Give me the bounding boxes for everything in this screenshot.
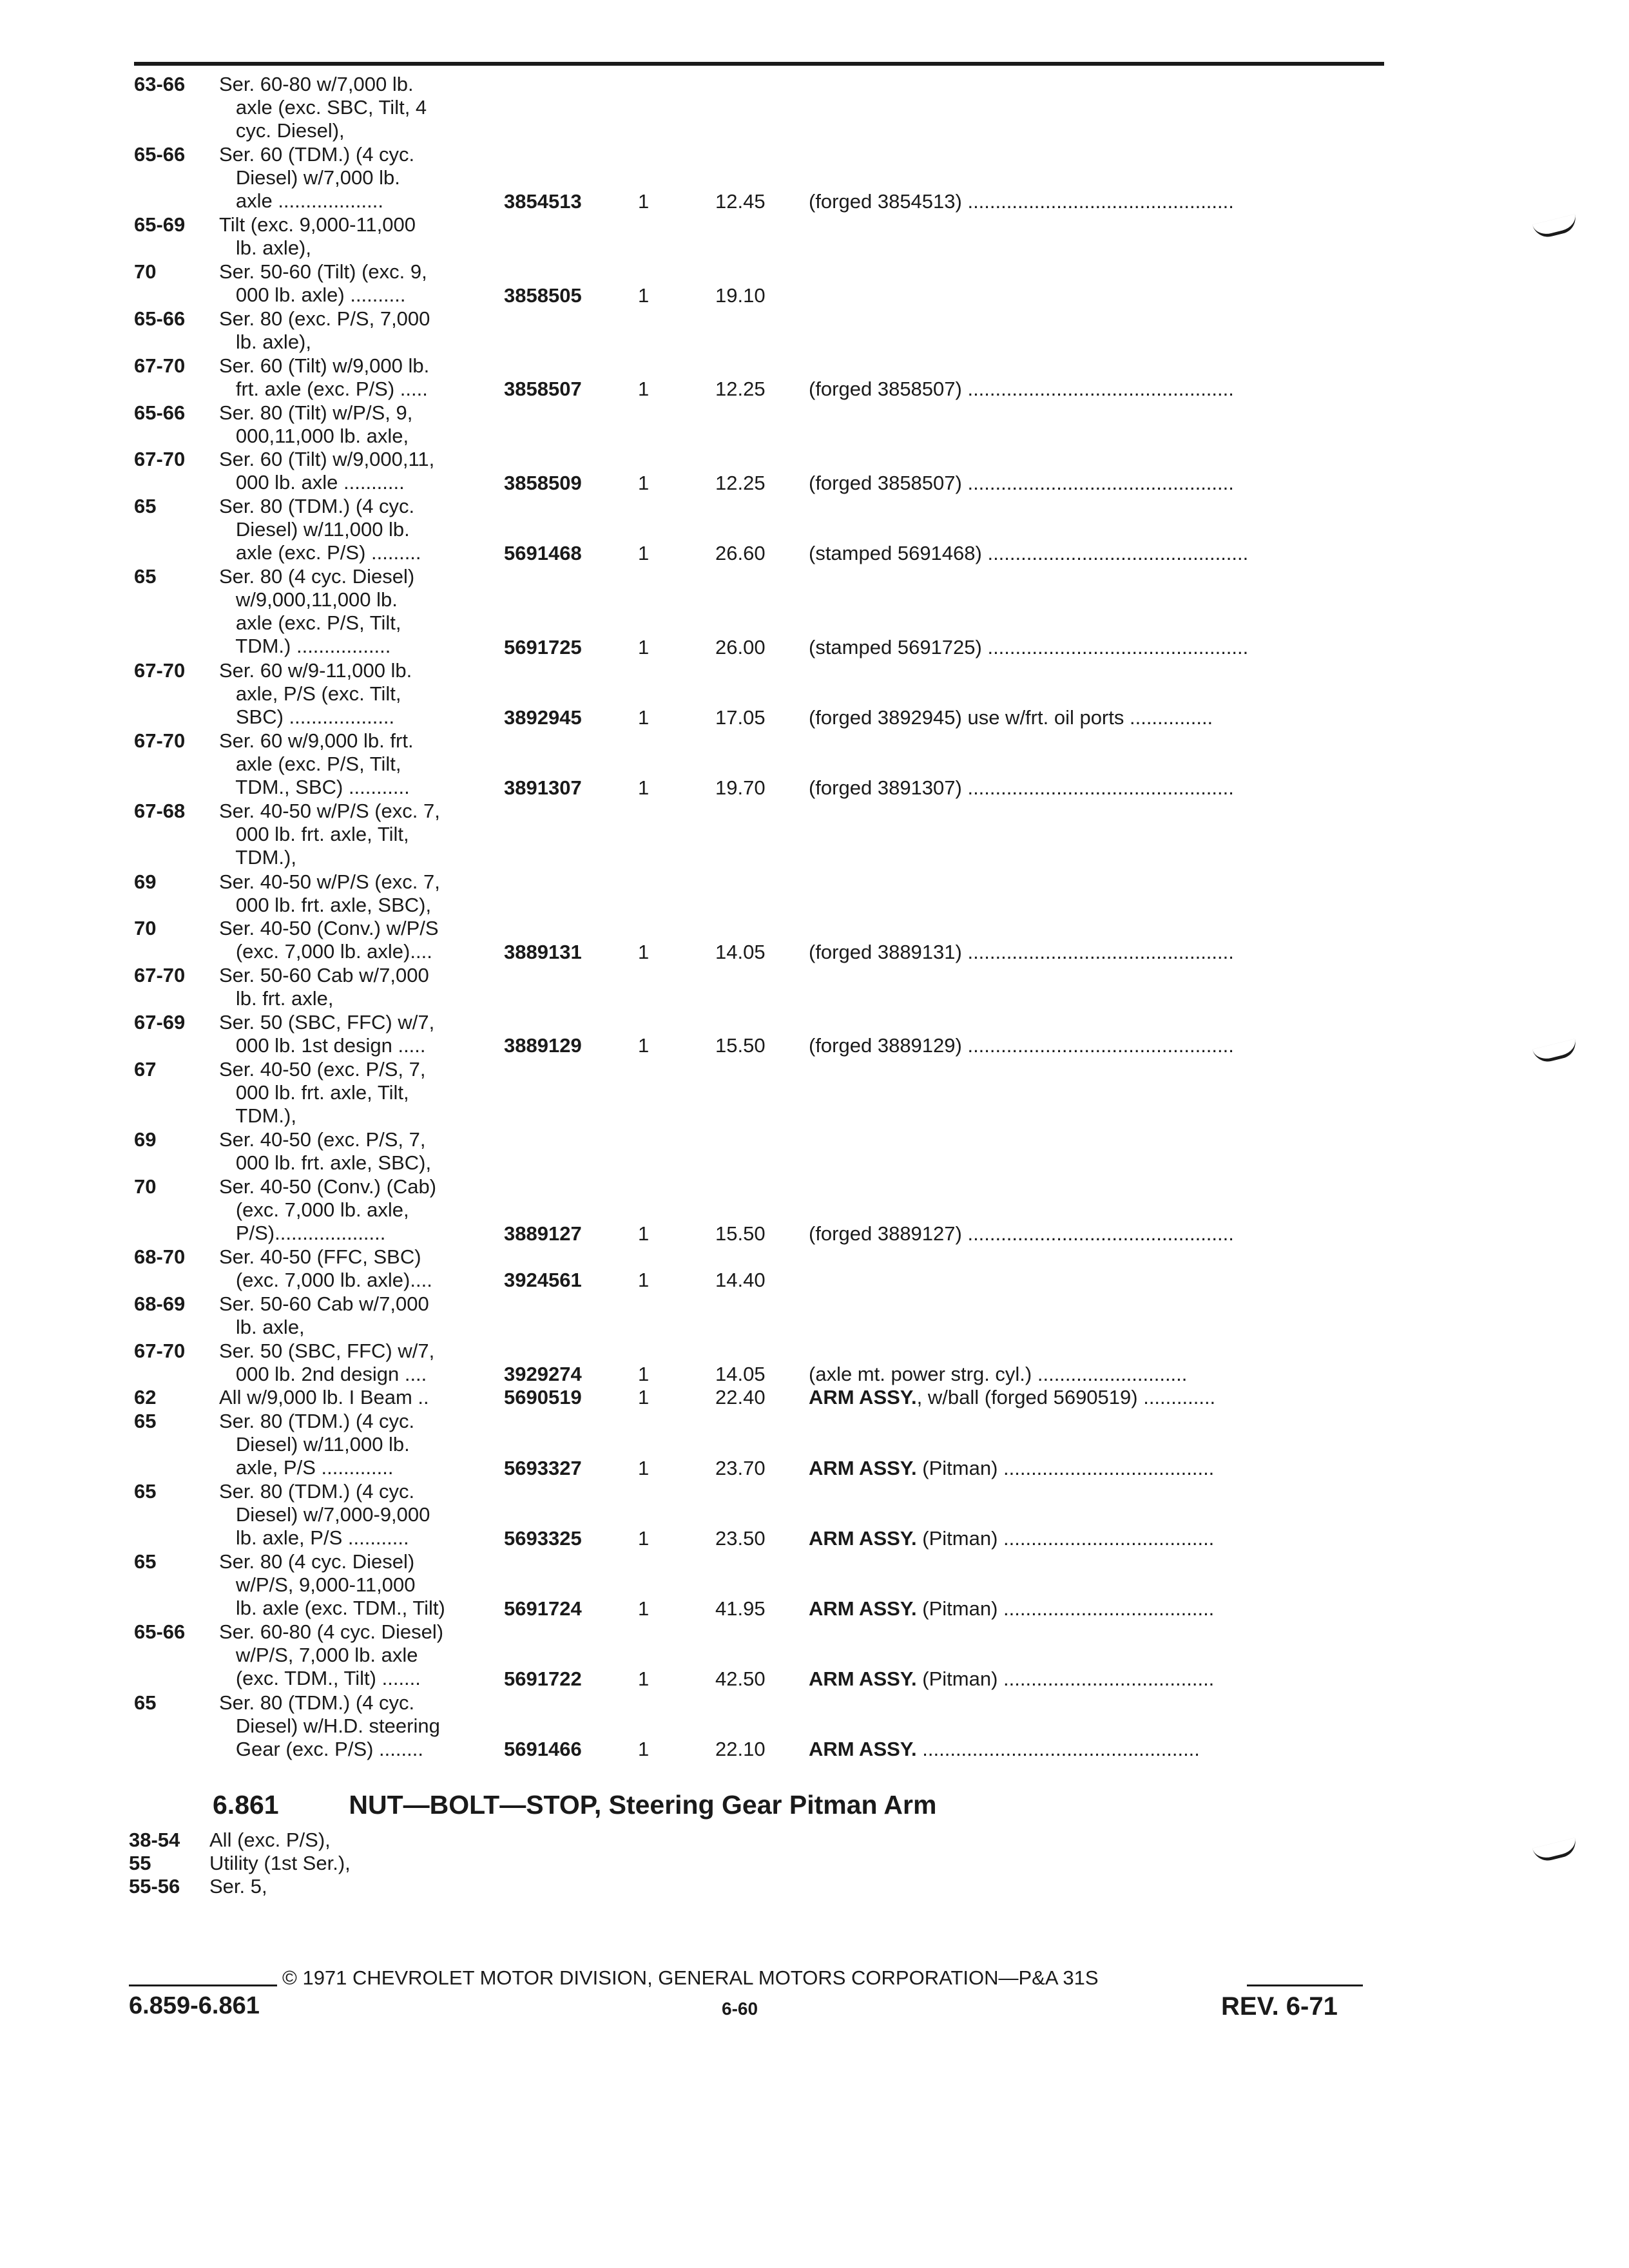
remarks xyxy=(809,542,1379,565)
part-number: 3889127 xyxy=(504,1222,582,1245)
application-line: Ser. 60 w/9,000 lb. frt. xyxy=(219,729,414,753)
part-number: 3929274 xyxy=(504,1362,582,1385)
part-number: 5690519 xyxy=(504,1386,582,1409)
application-line: Ser. 50 (SBC, FFC) w/7, xyxy=(219,1339,435,1362)
application-description: Utility (1st Ser.), xyxy=(209,1852,351,1874)
application-description xyxy=(219,1620,443,1690)
price: 12.25 xyxy=(715,378,766,401)
price: 14.05 xyxy=(715,1362,766,1385)
application-line: 000 lb. axle) .......... xyxy=(219,284,406,307)
price: 22.10 xyxy=(715,1738,766,1761)
application-line: Gear (exc. P/S) ........ xyxy=(219,1737,423,1760)
application-line: cyc. Diesel), xyxy=(219,119,345,142)
remarks xyxy=(809,776,1379,800)
application-line: Ser. 80 (TDM.) (4 cyc. xyxy=(219,495,415,518)
model-years: 65 xyxy=(134,1691,157,1714)
application-line: 000 lb. 2nd design .... xyxy=(219,1362,427,1385)
model-years: 67-70 xyxy=(134,729,186,753)
application-line: Ser. 50-60 Cab w/7,000 xyxy=(219,1292,429,1315)
quantity: 1 xyxy=(638,1269,650,1292)
application-line: lb. axle (exc. TDM., Tilt) xyxy=(219,1597,445,1620)
application-line: Ser. 40-50 (Conv.) (Cab) xyxy=(219,1175,437,1198)
application-description xyxy=(219,307,430,354)
model-years: 65-66 xyxy=(134,143,186,166)
quantity: 1 xyxy=(638,1222,650,1245)
application-line: Ser. 80 (4 cyc. Diesel) xyxy=(219,1550,415,1573)
model-years: 65 xyxy=(134,1409,157,1432)
part-number: 5691722 xyxy=(504,1667,582,1691)
binder-hole-mark xyxy=(1532,1039,1579,1065)
model-years: 65 xyxy=(134,495,157,518)
application-line: w/9,000,11,000 lb. xyxy=(219,588,398,611)
application-description xyxy=(219,1691,440,1761)
application-line: Ser. 40-50 (exc. P/S, 7, xyxy=(219,1057,426,1081)
application-line: Ser. 60-80 w/7,000 lb. xyxy=(219,73,414,95)
model-years: 65-69 xyxy=(134,213,186,236)
quantity: 1 xyxy=(638,471,650,494)
application-line: Ser. 80 (exc. P/S, 7,000 xyxy=(219,307,430,330)
application-line: All w/9,000 lb. I Beam .. xyxy=(219,1386,429,1409)
price: 19.70 xyxy=(715,776,766,799)
application-line: (exc. TDM., Tilt) ....... xyxy=(219,1667,421,1690)
application-line: Diesel) w/H.D. steering xyxy=(219,1714,440,1737)
application-line: Ser. 60 (TDM.) (4 cyc. xyxy=(219,143,415,166)
remark-text: (forged 3858507) ................................................ xyxy=(809,378,1234,401)
application-line: lb. axle, P/S ........... xyxy=(219,1526,409,1549)
application-description xyxy=(219,870,440,917)
application-line: Ser. 60 (Tilt) w/9,000 lb. xyxy=(219,354,430,377)
footer-rule-right xyxy=(1247,1984,1363,1986)
remark-part-name: ARM ASSY. xyxy=(809,1597,917,1620)
quantity: 1 xyxy=(638,706,650,729)
application-line: Ser. 60 (Tilt) w/9,000,11, xyxy=(219,448,435,471)
part-number: 3858505 xyxy=(504,284,582,307)
application-description xyxy=(219,659,412,729)
application-description xyxy=(219,1011,434,1057)
model-years: 67 xyxy=(134,1057,157,1081)
part-number: 3858507 xyxy=(504,378,582,401)
application-line: Ser. 40-50 (exc. P/S, 7, xyxy=(219,1128,426,1151)
model-years: 67-70 xyxy=(134,448,186,471)
application-line: SBC) ................... xyxy=(219,706,395,728)
quantity: 1 xyxy=(638,1667,650,1691)
application-description xyxy=(219,1175,436,1245)
application-line: TDM.) ................. xyxy=(219,635,391,658)
application-line: P/S).................... xyxy=(219,1221,386,1244)
remarks xyxy=(809,1034,1379,1057)
remark-text: (Pitman) ...................................... xyxy=(916,1667,1215,1691)
model-years: 67-70 xyxy=(134,354,186,377)
model-years: 69 xyxy=(134,1128,157,1151)
model-years: 63-66 xyxy=(134,73,186,95)
application-line: Diesel) w/11,000 lb. xyxy=(219,1432,410,1456)
application-line: frt. axle (exc. P/S) ..... xyxy=(219,377,428,400)
model-years: 70 xyxy=(134,1175,157,1198)
model-years: 55-56 xyxy=(129,1875,180,1898)
quantity: 1 xyxy=(638,1456,650,1479)
price: 17.05 xyxy=(715,706,766,729)
binder-hole-mark xyxy=(1532,1838,1579,1864)
application-line: axle, P/S (exc. Tilt, xyxy=(219,682,401,705)
application-line: Ser. 50-60 (Tilt) (exc. 9, xyxy=(219,260,427,284)
application-description xyxy=(219,448,434,494)
application-line: 000 lb. frt. axle, Tilt, xyxy=(219,1081,409,1104)
application-line: 000 lb. frt. axle, SBC), xyxy=(219,1151,432,1174)
section-title: NUT—BOLT—STOP, Steering Gear Pitman Arm xyxy=(349,1790,937,1820)
application-line: Tilt (exc. 9,000-11,000 xyxy=(219,213,416,236)
application-line: lb. axle, xyxy=(219,1315,305,1338)
model-years: 62 xyxy=(134,1386,157,1409)
application-description xyxy=(219,565,414,658)
quantity: 1 xyxy=(638,378,650,401)
application-line: TDM., SBC) ........... xyxy=(219,776,410,799)
model-years: 65 xyxy=(134,1550,157,1573)
application-line: Ser. 80 (TDM.) (4 cyc. xyxy=(219,1480,415,1503)
application-line: axle (exc. P/S) ......... xyxy=(219,541,421,564)
model-years: 68-70 xyxy=(134,1245,186,1268)
binder-hole-mark xyxy=(1532,214,1579,240)
application-description xyxy=(219,143,414,213)
model-years: 69 xyxy=(134,870,157,893)
model-years: 55 xyxy=(129,1852,151,1874)
application-line: (exc. 7,000 lb. axle, xyxy=(219,1198,409,1221)
part-number: 5691468 xyxy=(504,541,582,564)
application-description xyxy=(219,213,416,260)
section-number: 6.861 xyxy=(213,1790,279,1820)
application-line: lb. axle), xyxy=(219,236,311,260)
price: 14.05 xyxy=(715,940,766,963)
application-line: 000 lb. axle ........... xyxy=(219,471,405,494)
remark-part-name: ARM ASSY. xyxy=(809,1738,917,1761)
remark-text: (Pitman) ...................................... xyxy=(916,1526,1215,1550)
application-line: lb. axle), xyxy=(219,331,311,353)
remarks xyxy=(809,1457,1379,1480)
quantity: 1 xyxy=(638,1526,650,1550)
remarks xyxy=(809,378,1379,401)
quantity: 1 xyxy=(638,1034,650,1057)
application-description xyxy=(219,495,421,564)
quantity: 1 xyxy=(638,189,650,213)
price: 26.00 xyxy=(715,635,766,658)
remark-part-name: ARM ASSY. xyxy=(809,1667,917,1691)
remark-text: (stamped 5691468) ............................................... xyxy=(809,541,1249,564)
price: 42.50 xyxy=(715,1667,766,1691)
application-line: axle (exc. P/S, Tilt, xyxy=(219,611,401,635)
application-description xyxy=(219,729,414,799)
quantity: 1 xyxy=(638,541,650,564)
application-description xyxy=(219,1245,432,1292)
application-description xyxy=(219,354,429,401)
part-number: 5693327 xyxy=(504,1456,582,1479)
part-number: 3924561 xyxy=(504,1269,582,1292)
price: 22.40 xyxy=(715,1386,766,1409)
footer-rule-left xyxy=(129,1984,277,1986)
remark-text: , w/ball (forged 5690519) ............. xyxy=(916,1386,1216,1409)
application-line: Diesel) w/7,000-9,000 xyxy=(219,1503,430,1526)
application-line: Ser. 80 (Tilt) w/P/S, 9, xyxy=(219,401,413,424)
part-number: 3891307 xyxy=(504,776,582,799)
application-line: lb. frt. axle, xyxy=(219,987,334,1010)
model-years: 65-66 xyxy=(134,307,186,330)
remark-part-name: ARM ASSY. xyxy=(809,1456,917,1479)
remark-part-name: ARM ASSY. xyxy=(809,1526,917,1550)
model-years: 68-69 xyxy=(134,1292,186,1315)
model-years: 67-70 xyxy=(134,964,186,987)
application-line: w/P/S, 9,000-11,000 xyxy=(219,1573,416,1597)
model-years: 65 xyxy=(134,565,157,588)
application-description xyxy=(219,401,412,448)
part-number: 5691724 xyxy=(504,1597,582,1620)
remark-text: (forged 3889127) ................................................ xyxy=(809,1222,1234,1245)
application-line: Ser. 50 (SBC, FFC) w/7, xyxy=(219,1011,435,1033)
quantity: 1 xyxy=(638,284,650,307)
quantity: 1 xyxy=(638,635,650,658)
price: 12.45 xyxy=(715,189,766,213)
section-heading xyxy=(213,1790,936,1820)
remark-text: (forged 3854513) ................................................ xyxy=(809,189,1234,213)
application-line: Ser. 80 (TDM.) (4 cyc. xyxy=(219,1691,415,1714)
application-description xyxy=(219,964,429,1010)
remark-text: .................................................. xyxy=(916,1738,1200,1761)
application-description xyxy=(219,1550,445,1620)
part-number: 3892945 xyxy=(504,706,582,729)
application-line: Ser. 50-60 Cab w/7,000 xyxy=(219,964,429,987)
footer-page-number: 6-60 xyxy=(722,1999,758,2019)
part-number: 3854513 xyxy=(504,189,582,213)
part-number: 3858509 xyxy=(504,471,582,494)
remarks xyxy=(809,1527,1379,1550)
application-description xyxy=(219,1480,430,1550)
application-line: Ser. 60 w/9-11,000 lb. xyxy=(219,659,412,682)
part-number: 5693325 xyxy=(504,1526,582,1550)
application-line: axle (exc. SBC, Tilt, 4 xyxy=(219,96,427,119)
price: 23.70 xyxy=(715,1456,766,1479)
remarks xyxy=(809,636,1379,659)
quantity: 1 xyxy=(638,1738,650,1761)
price: 15.50 xyxy=(715,1222,766,1245)
remarks xyxy=(809,941,1379,964)
remarks xyxy=(809,1667,1379,1691)
application-description xyxy=(219,1340,434,1386)
remarks xyxy=(809,706,1379,729)
remark-text: (forged 3891307) ................................................ xyxy=(809,776,1234,799)
price: 15.50 xyxy=(715,1034,766,1057)
application-description: All (exc. P/S), xyxy=(209,1829,331,1851)
application-line: 000 lb. frt. axle, Tilt, xyxy=(219,823,409,846)
model-years: 70 xyxy=(134,917,157,940)
application-line: Diesel) w/7,000 lb. xyxy=(219,166,400,189)
price: 41.95 xyxy=(715,1597,766,1620)
remark-text: (Pitman) ...................................... xyxy=(916,1597,1215,1620)
part-number: 3889129 xyxy=(504,1034,582,1057)
remark-text: (forged 3889129) ................................................ xyxy=(809,1034,1234,1057)
application-line: axle ................... xyxy=(219,189,383,213)
price: 14.40 xyxy=(715,1269,766,1292)
model-years: 67-68 xyxy=(134,800,186,823)
model-years: 65 xyxy=(134,1480,157,1503)
quantity: 1 xyxy=(638,776,650,799)
remarks xyxy=(809,1363,1379,1386)
remark-text: (axle mt. power strg. cyl.) ........................... xyxy=(809,1362,1188,1385)
application-line: Ser. 60-80 (4 cyc. Diesel) xyxy=(219,1620,444,1644)
application-line: Ser. 80 (TDM.) (4 cyc. xyxy=(219,1409,415,1432)
application-line: TDM.), xyxy=(219,846,296,869)
application-line: Ser. 40-50 w/P/S (exc. 7, xyxy=(219,800,440,823)
application-line: Ser. 40-50 (Conv.) w/P/S xyxy=(219,917,439,940)
model-years: 67-70 xyxy=(134,1339,186,1362)
application-line: 000 lb. 1st design ..... xyxy=(219,1034,426,1057)
model-years: 65-66 xyxy=(134,401,186,424)
application-description xyxy=(219,1410,414,1479)
price: 26.60 xyxy=(715,541,766,564)
remarks xyxy=(809,472,1379,495)
application-line: 000 lb. frt. axle, SBC), xyxy=(219,893,432,916)
remark-text: (Pitman) ...................................... xyxy=(916,1456,1215,1479)
application-line: Diesel) w/11,000 lb. xyxy=(219,518,410,541)
application-description xyxy=(219,1128,431,1175)
price: 19.10 xyxy=(715,284,766,307)
quantity: 1 xyxy=(638,1597,650,1620)
remarks xyxy=(809,190,1379,213)
model-years: 67-69 xyxy=(134,1011,186,1033)
application-line: (exc. 7,000 lb. axle).... xyxy=(219,940,432,963)
application-line: Ser. 40-50 (FFC, SBC) xyxy=(219,1245,421,1268)
application-line: Ser. 80 (4 cyc. Diesel) xyxy=(219,565,415,588)
application-line: (exc. 7,000 lb. axle).... xyxy=(219,1269,432,1291)
application-description xyxy=(219,73,427,142)
model-years: 70 xyxy=(134,260,157,284)
remarks xyxy=(809,1597,1379,1620)
footer-copyright: © 1971 CHEVROLET MOTOR DIVISION, GENERAL MOTORS CORPORATION—P&A 31S xyxy=(282,1966,1099,1989)
remark-part-name: ARM ASSY. xyxy=(809,1386,917,1409)
application-description xyxy=(219,260,427,307)
application-description xyxy=(219,1386,429,1409)
model-years: 65-66 xyxy=(134,1620,186,1644)
application-line: w/P/S, 7,000 lb. axle xyxy=(219,1644,418,1667)
quantity: 1 xyxy=(638,940,650,963)
application-description xyxy=(219,917,439,963)
application-description xyxy=(219,1293,429,1339)
application-description: Ser. 5, xyxy=(209,1875,267,1898)
part-number: 5691725 xyxy=(504,635,582,658)
quantity: 1 xyxy=(638,1386,650,1409)
remark-text: (forged 3858507) ................................................ xyxy=(809,471,1234,494)
part-number: 3889131 xyxy=(504,940,582,963)
price: 23.50 xyxy=(715,1526,766,1550)
application-description xyxy=(219,1058,426,1128)
part-number: 5691466 xyxy=(504,1738,582,1761)
remarks xyxy=(809,1386,1379,1409)
top-rule xyxy=(134,62,1384,66)
application-line: Ser. 40-50 w/P/S (exc. 7, xyxy=(219,870,440,893)
footer-revision: REV. 6-71 xyxy=(1221,1992,1338,2021)
model-years: 67-70 xyxy=(134,659,186,682)
remark-text: (forged 3892945) use w/frt. oil ports ............... xyxy=(809,706,1213,729)
quantity: 1 xyxy=(638,1362,650,1385)
application-line: 000,11,000 lb. axle, xyxy=(219,424,409,447)
remarks xyxy=(809,1222,1379,1245)
application-line: TDM.), xyxy=(219,1104,296,1127)
remark-text: (forged 3889131) ................................................ xyxy=(809,940,1234,963)
price: 12.25 xyxy=(715,471,766,494)
footer-section-range: 6.859-6.861 xyxy=(129,1992,260,2019)
application-line: axle, P/S ............. xyxy=(219,1456,394,1479)
application-line: axle (exc. P/S, Tilt, xyxy=(219,753,401,776)
application-description xyxy=(219,800,440,869)
remark-text: (stamped 5691725) ............................................... xyxy=(809,635,1249,658)
remarks xyxy=(809,1738,1379,1761)
model-years: 38-54 xyxy=(129,1829,180,1851)
